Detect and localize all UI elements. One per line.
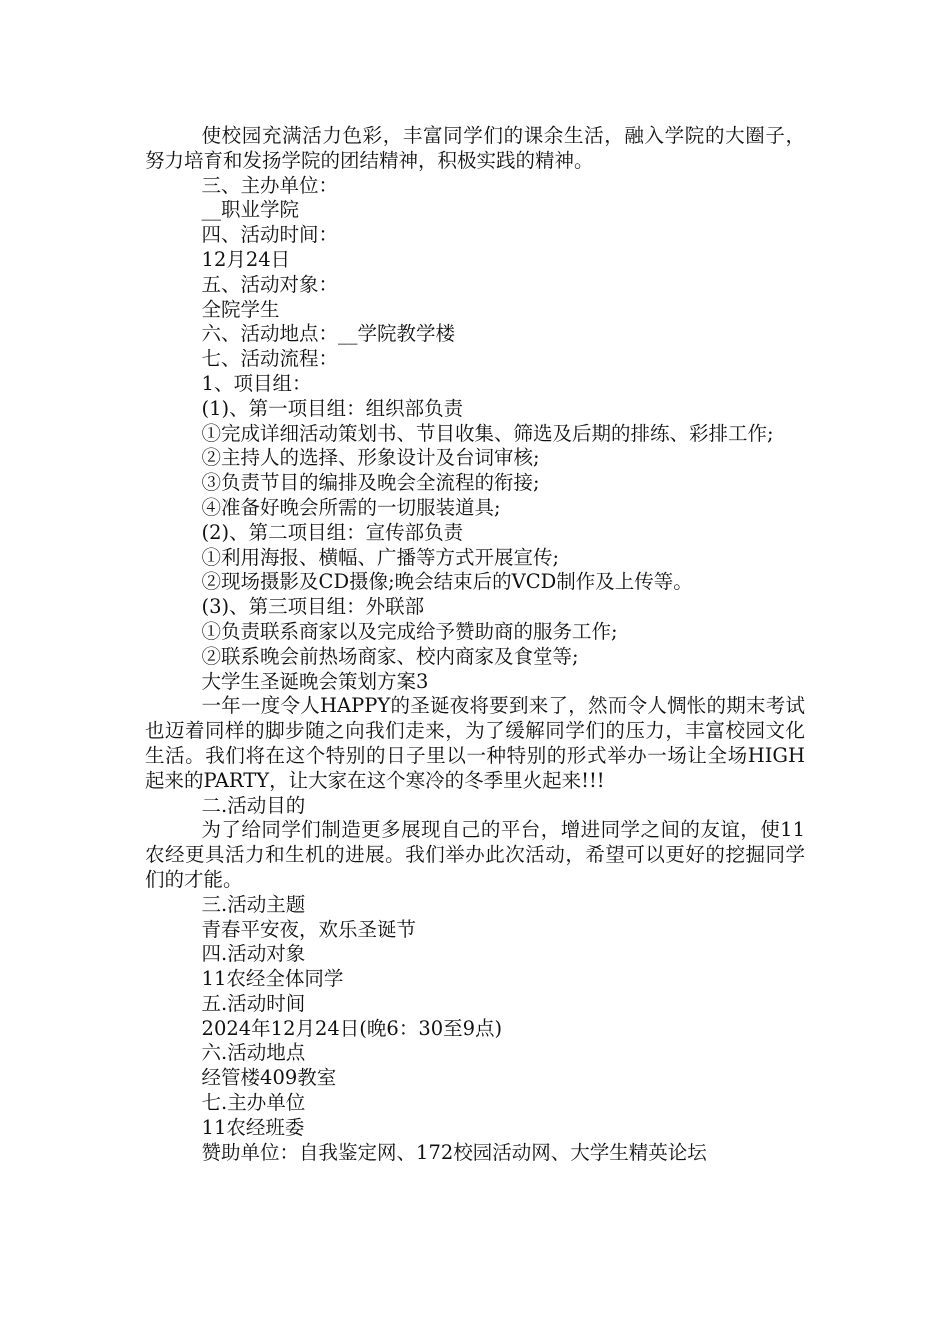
- document-title: 大学生圣诞晚会策划方案3: [201, 669, 429, 693]
- list-item: ②联系晚会前热场商家、校内商家及食堂等;: [201, 644, 579, 668]
- section-heading: 三.活动主题: [201, 892, 306, 916]
- section-heading: 二.活动目的: [201, 793, 306, 817]
- list-item: ①完成详细活动策划书、节目收集、筛选及后期的排练、彩排工作;: [201, 421, 774, 445]
- subsection-heading: (1)、第一项目组：组织部负责: [201, 396, 464, 420]
- paragraph: 经管楼409教室: [201, 1066, 337, 1090]
- list-item: ④准备好晚会所需的一切服装道具;: [201, 495, 501, 519]
- subsection-heading: 1、项目组：: [201, 371, 312, 395]
- section-heading: 五.活动时间: [201, 991, 306, 1015]
- section-heading: 五、活动对象：: [201, 272, 339, 296]
- paragraph: __职业学院: [201, 198, 300, 222]
- paragraph: 为了给同学们制造更多展现自己的平台，增进同学之间的友谊，使11农经更具活力和生机的进展。我们举办此次活动，希望可以更好的挖掘同学们的才能。: [145, 818, 805, 891]
- list-item: ①利用海报、横幅、广播等方式开展宣传;: [201, 545, 560, 569]
- list-item: ③负责节目的编排及晚会全流程的衔接;: [201, 471, 540, 495]
- paragraph: 2024年12月24日(晚6：30至9点): [201, 1016, 503, 1040]
- paragraph: 全院学生: [201, 297, 280, 321]
- paragraph: 赞助单位：自我鉴定网、172校园活动网、大学生精英论坛: [201, 1140, 707, 1164]
- document-body: [145, 124, 805, 1165]
- section-heading: 三、主办单位：: [201, 173, 339, 197]
- list-item: ②现场摄影及CD摄像;晚会结束后的VCD制作及上传等。: [201, 570, 693, 594]
- section-heading: 七.主办单位: [201, 1091, 306, 1115]
- section-heading: 四、活动时间：: [201, 223, 339, 247]
- paragraph: 11农经班委: [201, 1115, 305, 1139]
- list-item: ①负责联系商家以及完成给予赞助商的服务工作;: [201, 619, 618, 643]
- subsection-heading: (2)、第二项目组：宣传部负责: [201, 520, 464, 544]
- section-heading: 六.活动地点: [201, 1041, 306, 1065]
- subsection-heading: (3)、第三项目组：外联部: [201, 595, 425, 619]
- paragraph: 12月24日: [201, 247, 291, 271]
- paragraph: 青春平安夜，欢乐圣诞节: [201, 917, 417, 941]
- paragraph: 使校园充满活力色彩，丰富同学们的课余生活，融入学院的大圈子，努力培育和发扬学院的团结精神，积极实践的精神。: [145, 124, 805, 172]
- section-heading: 四.活动对象: [201, 942, 306, 966]
- paragraph: 11农经全体同学: [201, 967, 344, 991]
- list-item: ②主持人的选择、形象设计及台词审核;: [201, 446, 540, 470]
- section-heading: 七、活动流程：: [201, 347, 339, 371]
- section-heading: 六、活动地点：__学院教学楼: [201, 322, 456, 346]
- paragraph: 一年一度令人HAPPY的圣诞夜将要到来了，然而令人惆怅的期末考试也迈着同样的脚步随之向我们走来，为了缓解同学们的压力，丰富校园文化生活。我们将在这个特别的日子里以一种特别的形式举办一场让全场HIGH起来的PARTY，让大家在这个寒冷的冬季里火起来!!!: [145, 694, 805, 792]
